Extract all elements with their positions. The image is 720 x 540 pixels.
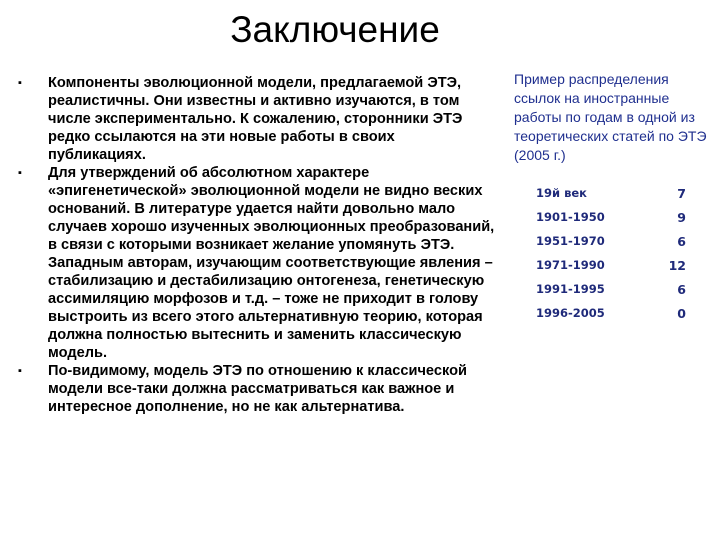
bullet-item [18,74,496,164]
period-cell: 1901-1950 [536,210,605,224]
count-cell: 6 [677,233,686,249]
period-cell: 1951-1970 [536,234,605,248]
bullet-text: По-видимому, модель ЭТЭ по отношению к классической модели все-таки должна рассматриваться как важное и интересное дополнение, но не как альтернатива. [48,363,467,415]
table-row [536,301,686,325]
table-row [536,181,686,205]
side-caption: Пример распределения ссылок на иностранные работы по годам в одной из теоретических статей по ЭТЭ (2005 г.) [514,71,707,163]
reference-distribution-table [536,181,686,325]
bullet-marker-icon: ▪ [18,365,22,377]
table-row [536,253,686,277]
bullet-item [18,362,496,416]
slide-title: Заключение [230,9,440,50]
bullet-item [18,164,496,362]
bullet-marker-icon: ▪ [18,77,22,89]
period-cell: 1991-1995 [536,282,605,296]
period-cell: 19й век [536,186,587,200]
bullet-text: Для утверждений об абсолютном характере «эпигенетической» эволюционной модели не видно веских оснований. В литературе удается найти довольно мало случаев хорошо изученных эволюционных преобразований, в связи с которыми возникает желание упомянуть ЭТЭ. Западным авторам, изучающим соответствующие явления – стабилизацию и дестабилизацию онтогенеза, генетическую ассимиляцию морфозов и т.д. – тоже не приходит в голову выстроить из всего этого альтернативную теорию, которая должна полностью вытеснить и заменить классическую модель. [48,165,495,361]
table-row [536,205,686,229]
count-cell: 7 [677,185,686,201]
table-row [536,229,686,253]
bullet-marker-icon: ▪ [18,167,22,179]
bullet-list [18,74,496,416]
count-cell: 12 [668,257,686,273]
count-cell: 0 [677,305,686,321]
bullet-text: Компоненты эволюционной модели, предлагаемой ЭТЭ, реалистичны. Они известны и активно изучаются, в том числе экспериментально. К сожалению, сторонники ЭТЭ редко ссылаются на эти новые работы в своих публикациях. [48,75,463,163]
period-cell: 1996-2005 [536,306,605,320]
count-cell: 9 [677,209,686,225]
period-cell: 1971-1990 [536,258,605,272]
count-cell: 6 [677,281,686,297]
table-row [536,277,686,301]
